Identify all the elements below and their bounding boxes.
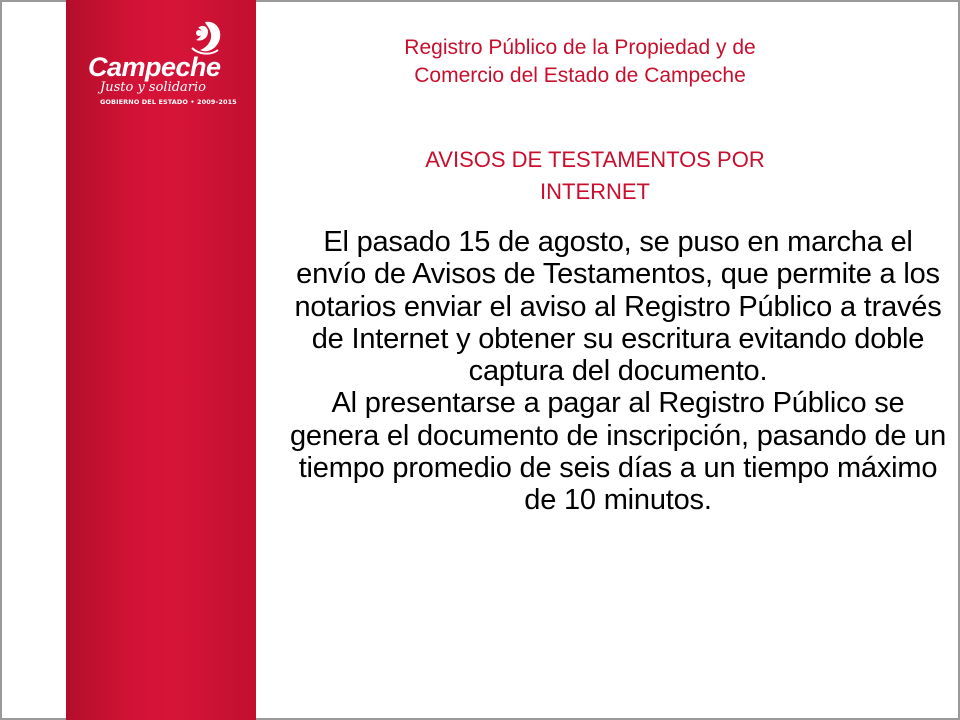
body-paragraph-1: El pasado 15 de agosto, se puso en marcha el envío de Avisos de Testamentos, que permite a los notarios enviar el aviso al Registro Público a través de Internet y obtener su escritura evitando doble captura del documento.	[294, 226, 942, 388]
section-title-line1: AVISOS DE TESTAMENTOS POR	[425, 147, 765, 172]
logo-government-line: GOBIERNO DEL ESTADO • 2009-2015	[100, 98, 237, 106]
body-text	[286, 226, 950, 517]
registry-header-line2: Comercio del Estado de Campeche	[414, 64, 746, 87]
slide-border-left	[0, 0, 2, 720]
logo-slogan: Justo y solidario	[100, 80, 206, 95]
logo-wordmark: Campeche	[88, 52, 221, 82]
registry-header	[330, 34, 830, 90]
section-title	[330, 144, 860, 208]
body-paragraph-2: Al presentarse a pagar al Registro Público se genera el documento de inscripción, pasando de un tiempo promedio de seis días a un tiempo máximo de 10 minutos.	[289, 387, 947, 517]
section-title-line2: INTERNET	[540, 179, 650, 204]
registry-header-line1: Registro Público de la Propiedad y de	[404, 36, 756, 59]
campeche-logo	[88, 18, 237, 113]
